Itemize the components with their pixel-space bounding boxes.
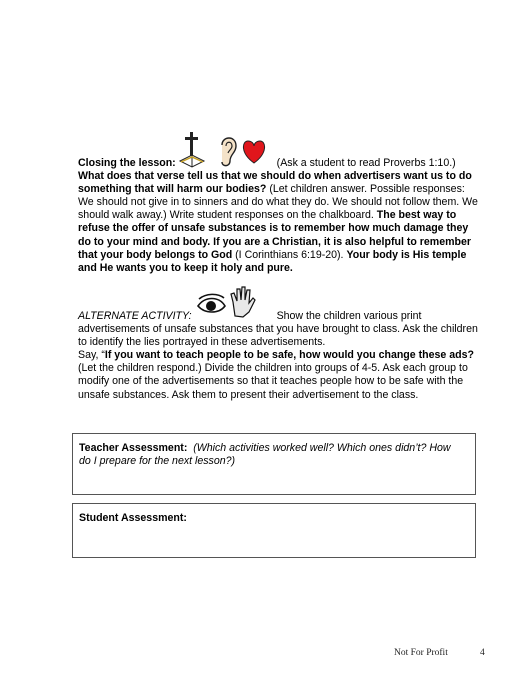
student-assessment-label: Student Assessment: bbox=[79, 512, 187, 524]
student-assessment-content bbox=[79, 512, 465, 525]
alternate-icons bbox=[197, 284, 259, 318]
alternate-activity-paragraph bbox=[78, 310, 478, 402]
alternate-instructions: print advertisements of unsafe substances that you have brought to class. Ask the children to identify the lies portrayed in these advertisements. bbox=[78, 310, 478, 349]
hand-icon bbox=[231, 287, 255, 317]
closing-key-point: The best way to refuse the offer of unsafe substances is to remember how much damage they do to your mind and body. If you are a Christian, it is also helpful to remember that your body belongs to God bbox=[78, 209, 472, 261]
teacher-assessment-prompt: (Which activities worked well? Which ones didn’t? How do I prepare for the next lesson?) bbox=[79, 442, 451, 468]
teacher-assessment-label: Teacher Assessment: bbox=[79, 442, 188, 454]
teacher-assessment-content bbox=[79, 442, 465, 468]
closing-icons bbox=[178, 131, 270, 171]
footer-text: Not For Profit bbox=[394, 648, 448, 658]
student-assessment-box bbox=[72, 503, 476, 558]
cross-and-bible-icon bbox=[180, 132, 204, 167]
alternate-group-task: (Let the children respond.) Divide the children into groups of 4-5. Ask each group to modify one of the advertisements so that it teaches people how to be safe with the unsafe substances. Ask them to present their advertisement to the class. bbox=[78, 362, 468, 401]
closing-responses: (Let children answer. Possible responses: We should not give in to sinners and do what they do. We should not follow them. We should walk away.) Write student responses on the chalkboard. bbox=[78, 183, 478, 222]
page-number: 4 bbox=[480, 648, 485, 658]
closing-heading: Closing the lesson: bbox=[78, 157, 176, 169]
closing-lesson-paragraph bbox=[78, 157, 478, 275]
teacher-assessment-box bbox=[72, 433, 476, 495]
alternate-say: Say, “ bbox=[78, 349, 105, 362]
alternate-heading: ALTERNATE ACTIVITY: bbox=[78, 310, 192, 322]
ear-icon bbox=[222, 138, 236, 166]
alternate-quote: If you want to teach people to be safe, how would you change these ads? bbox=[104, 349, 474, 362]
heart-icon bbox=[243, 141, 264, 163]
eye-icon bbox=[198, 294, 225, 312]
alternate-show: Show the children various bbox=[276, 310, 398, 322]
closing-question: What does that verse tell us that we should do when advertisers want us to do something that will harm our bodies? bbox=[78, 170, 472, 196]
closing-instruction: (Ask a student to read Proverbs 1:10.) bbox=[276, 157, 456, 169]
closing-reference: (I Corinthians 6:19-20). bbox=[235, 248, 344, 261]
closing-conclusion: Your body is His temple and He wants you to keep it holy and pure. bbox=[78, 248, 467, 274]
